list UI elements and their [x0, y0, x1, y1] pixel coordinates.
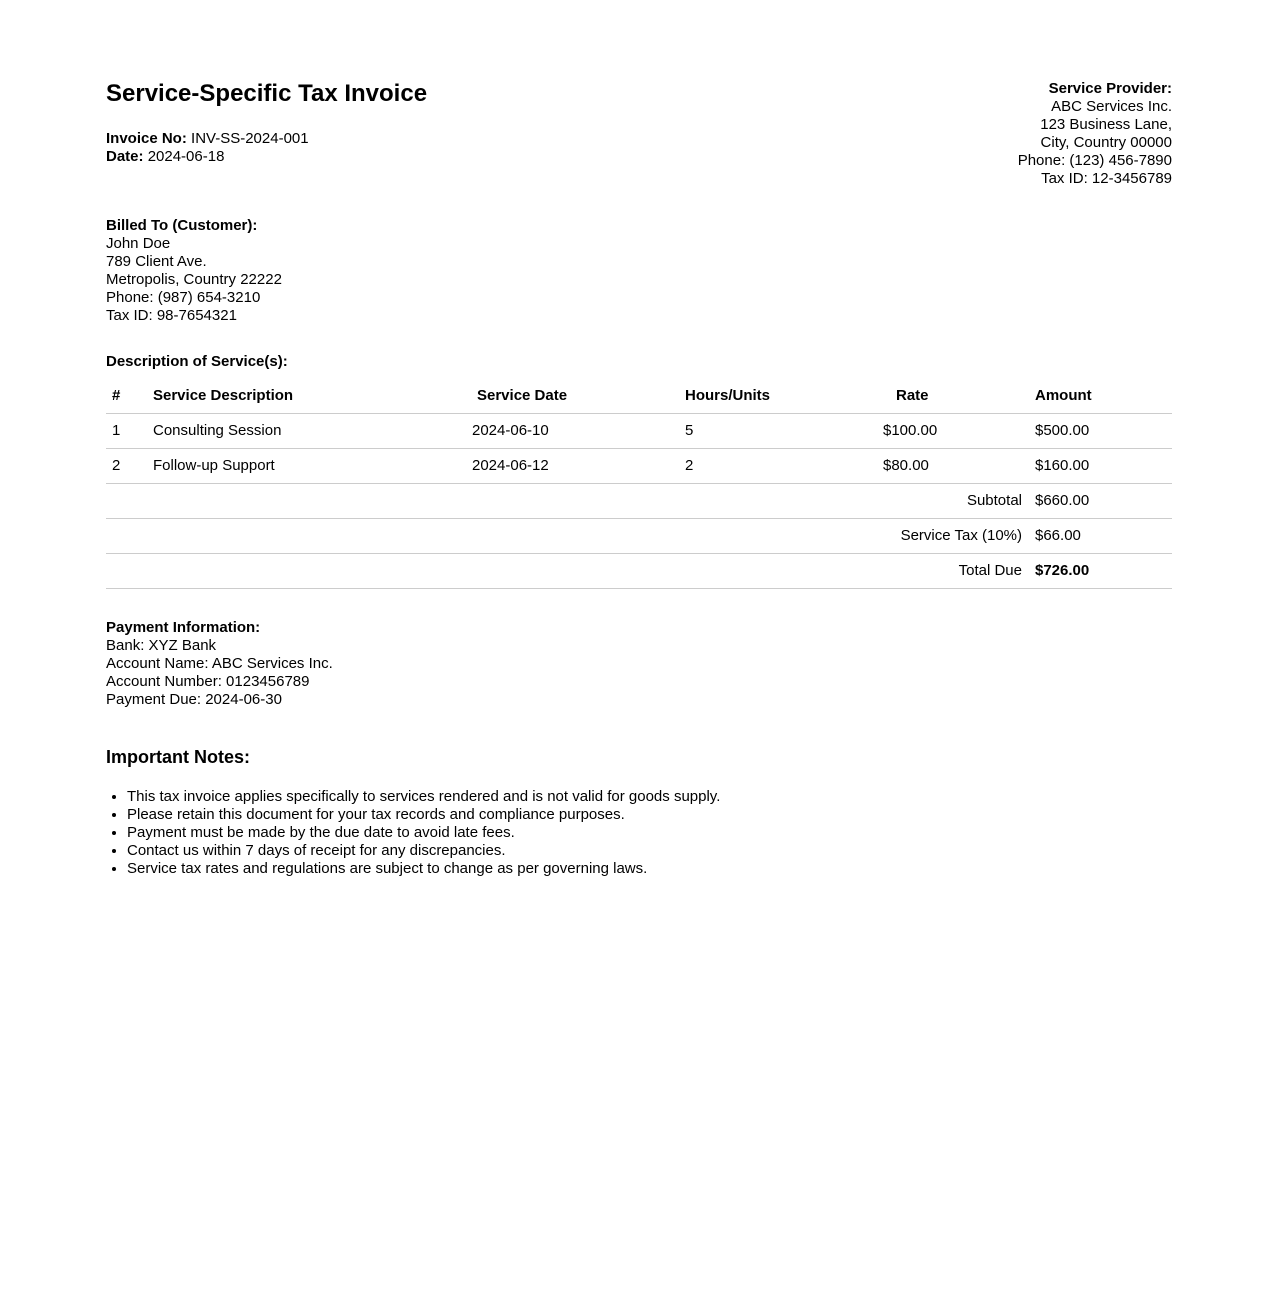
- invoice-number-value: INV-SS-2024-001: [191, 130, 309, 147]
- customer-name: John Doe: [106, 235, 171, 252]
- note-item: • Service tax rates and regulations are subject to change as per governing laws.: [127, 860, 1172, 878]
- provider-name: ABC Services Inc.: [1051, 98, 1172, 115]
- column-header-number: #: [106, 383, 153, 414]
- customer-phone: Phone: (987) 654-3210: [106, 289, 261, 306]
- services-section-heading: Description of Service(s):: [106, 353, 288, 370]
- total-due-amount: $726.00: [1035, 554, 1172, 589]
- subtotal-row: [106, 484, 1172, 519]
- column-header-amount: Amount: [1035, 383, 1172, 414]
- customer-address-line1: 789 Client Ave.: [106, 253, 207, 270]
- service-tax-label: Service Tax (10%): [106, 519, 1035, 554]
- service-rate: $80.00: [883, 449, 1035, 484]
- payment-information-heading: Payment Information:: [106, 619, 261, 636]
- column-header-description: Service Description: [153, 383, 472, 414]
- note-item: • Contact us within 7 days of receipt for any discrepancies.: [127, 842, 1172, 860]
- invoice-header: [106, 80, 1172, 188]
- invoice-page: [106, 0, 1172, 878]
- note-item: • Payment must be made by the due date to avoid late fees.: [127, 824, 1172, 842]
- subtotal-amount: $660.00: [1035, 484, 1172, 519]
- total-due-row: [106, 554, 1172, 589]
- services-table: [106, 383, 1172, 589]
- service-row-number: 2: [106, 449, 153, 484]
- customer-address-line2: Metropolis, Country 22222: [106, 271, 282, 288]
- invoice-date-value: 2024-06-18: [147, 148, 225, 165]
- note-item: • This tax invoice applies specifically to services rendered and is not valid for goods supply.: [127, 788, 1172, 806]
- payment-due-date: Payment Due: 2024-06-30: [106, 691, 282, 708]
- service-description: Consulting Session: [153, 414, 472, 449]
- service-row: [106, 449, 1172, 484]
- payment-bank: Bank: XYZ Bank: [106, 637, 217, 654]
- invoice-number-label: Invoice No:: [106, 130, 187, 147]
- total-due-label: Total Due: [106, 554, 1035, 589]
- service-rate: $100.00: [883, 414, 1035, 449]
- invoice-number-line: [106, 130, 427, 148]
- column-header-hours-units: Hours/Units: [685, 383, 883, 414]
- invoice-date-label: Date:: [106, 148, 144, 165]
- service-hours: 5: [685, 414, 883, 449]
- service-date: 2024-06-12: [472, 449, 685, 484]
- billed-to-block: [106, 217, 1172, 325]
- service-provider-block: [1018, 80, 1172, 188]
- column-header-service-date: Service Date: [472, 383, 685, 414]
- provider-address-line2: City, Country 00000: [1040, 134, 1172, 151]
- note-item: • Please retain this document for your tax records and compliance purposes.: [127, 806, 1172, 824]
- invoice-header-left: [106, 80, 427, 166]
- provider-address-line1: 123 Business Lane,: [1040, 116, 1172, 133]
- important-notes-heading: Important Notes:: [106, 747, 250, 767]
- provider-phone: Phone: (123) 456-7890: [1017, 152, 1172, 169]
- subtotal-label: Subtotal: [106, 484, 1035, 519]
- billed-to-heading: Billed To (Customer):: [106, 217, 258, 234]
- service-amount: $500.00: [1035, 414, 1172, 449]
- service-provider-heading: Service Provider:: [1048, 80, 1172, 97]
- service-description: Follow-up Support: [153, 449, 472, 484]
- service-hours: 2: [685, 449, 883, 484]
- services-table-header-row: [106, 383, 1172, 414]
- provider-tax-id: Tax ID: 12-3456789: [1041, 170, 1172, 187]
- payment-information-block: [106, 619, 1172, 709]
- service-row: [106, 414, 1172, 449]
- service-amount: $160.00: [1035, 449, 1172, 484]
- notes-list: [106, 788, 1172, 878]
- service-tax-amount: $66.00: [1035, 519, 1172, 554]
- column-header-rate: Rate: [883, 383, 1035, 414]
- service-row-number: 1: [106, 414, 153, 449]
- service-tax-row: [106, 519, 1172, 554]
- payment-account-number: Account Number: 0123456789: [106, 673, 310, 690]
- invoice-date-line: [106, 148, 427, 166]
- payment-account-name: Account Name: ABC Services Inc.: [106, 655, 333, 672]
- invoice-title: Service-Specific Tax Invoice: [106, 80, 428, 107]
- customer-tax-id: Tax ID: 98-7654321: [106, 307, 237, 324]
- service-date: 2024-06-10: [472, 414, 685, 449]
